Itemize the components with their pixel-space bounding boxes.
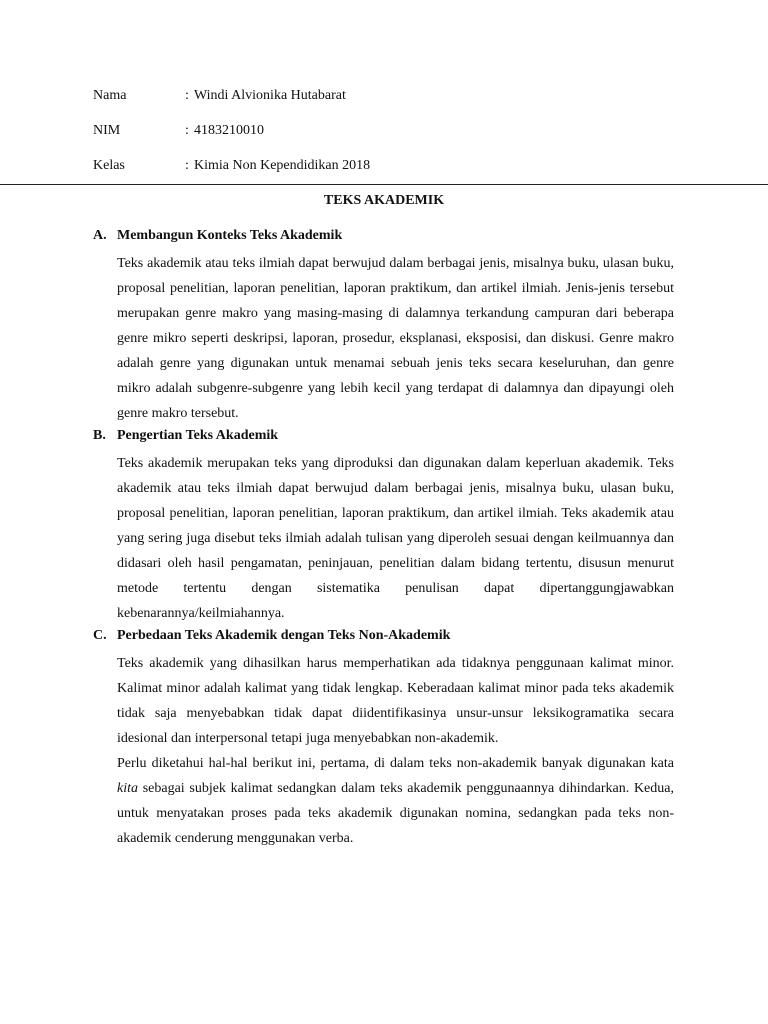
name-value: Windi Alvionika Hutabarat: [194, 88, 346, 103]
section-c-paragraph-1: Teks akademik yang dihasilkan harus memperhatikan ada tidaknya penggunaan kalimat minor. Kalimat minor adalah kalimat yang tidak lengkap. Keberadaan kalimat minor pada teks akademik tidak saja menyebabkan tidak dapat diidentifikasinya unsur-unsur leksikogramatika secara idesional dan interpersonal tetapi juga menyebabkan non-akademik.: [117, 656, 674, 746]
section-b-heading: [93, 426, 674, 451]
nim-separator: :: [185, 123, 189, 138]
section-c-paragraph-2-before: Perlu diketahui hal-hal berikut ini, pertama, di dalam teks non-akademik banyak digunakan kata: [117, 756, 674, 771]
name-separator: :: [185, 88, 189, 103]
name-label: Nama: [93, 88, 127, 103]
header-divider: [0, 184, 768, 185]
section-c-paragraph-2: [117, 751, 674, 851]
section-c-paragraph-2-after: sebagai subjek kalimat sedangkan dalam teks akademik penggunaannya dihindarkan. Kedua, untuk menyatakan proses pada teks akademik digunakan nomina, sedangkan pada teks non-akademik cenderung menggunakan verba.: [117, 781, 674, 846]
section-a-heading: [93, 226, 674, 251]
section-a-paragraph: Teks akademik atau teks ilmiah dapat berwujud dalam berbagai jenis, misalnya buku, ulasan buku, proposal penelitian, laporan penelitian, laporan praktikum, dan artikel ilmiah. Jenis-jenis tersebut merupakan genre makro yang masing-masing di dalamnya terkandung campuran dari beberapa genre mikro seperti deskripsi, laporan, prosedur, eksplanasi, eksposisi, dan diskusi. Genre makro adalah genre yang digunakan untuk menamai sebuah jenis teks secara keseluruhan, dan genre mikro adalah subgenre-subgenre yang lebih kecil yang terdapat di dalamnya dan dipayungi oleh genre makro tersebut.: [117, 256, 674, 421]
nim-label: NIM: [93, 123, 121, 138]
section-c-title: Perbedaan Teks Akademik dengan Teks Non-Akademik: [117, 628, 451, 643]
name-row: [93, 86, 693, 121]
nim-row: [93, 121, 693, 156]
student-info: [93, 86, 693, 191]
class-value: Kimia Non Kependidikan 2018: [194, 158, 371, 173]
italic-word: kita: [117, 781, 138, 796]
class-row: [93, 156, 693, 191]
nim-value: 4183210010: [194, 123, 264, 138]
section-a-letter: A.: [93, 228, 107, 243]
section-a-title: Membangun Konteks Teks Akademik: [117, 228, 343, 243]
section-c-heading: [93, 626, 674, 651]
class-separator: :: [185, 158, 189, 173]
section-b-letter: B.: [93, 428, 106, 443]
document-title: TEKS AKADEMIK: [323, 193, 445, 208]
section-b-title: Pengertian Teks Akademik: [117, 428, 279, 443]
document-body: [93, 226, 674, 851]
class-label: Kelas: [93, 158, 125, 173]
section-b-paragraph: Teks akademik merupakan teks yang diproduksi dan digunakan dalam keperluan akademik. Teks akademik atau teks ilmiah dapat berwujud dalam berbagai jenis, misalnya buku, ulasan buku, proposal penelitian, laporan penelitian, laporan praktikum, dan artikel ilmiah. Teks akademik atau yang sering juga disebut teks ilmiah adalah tulisan yang diperoleh sesuai dengan keilmuannya dan didasari oleh hasil pengamatan, peninjauan, penelitian dalam bidang tertentu, disusun menurut metode tertentu dengan sistematika penulisan dapat dipertanggungjawabkan kebenarannya/keilmiahannya.: [117, 456, 674, 621]
section-c-letter: C.: [93, 628, 107, 643]
